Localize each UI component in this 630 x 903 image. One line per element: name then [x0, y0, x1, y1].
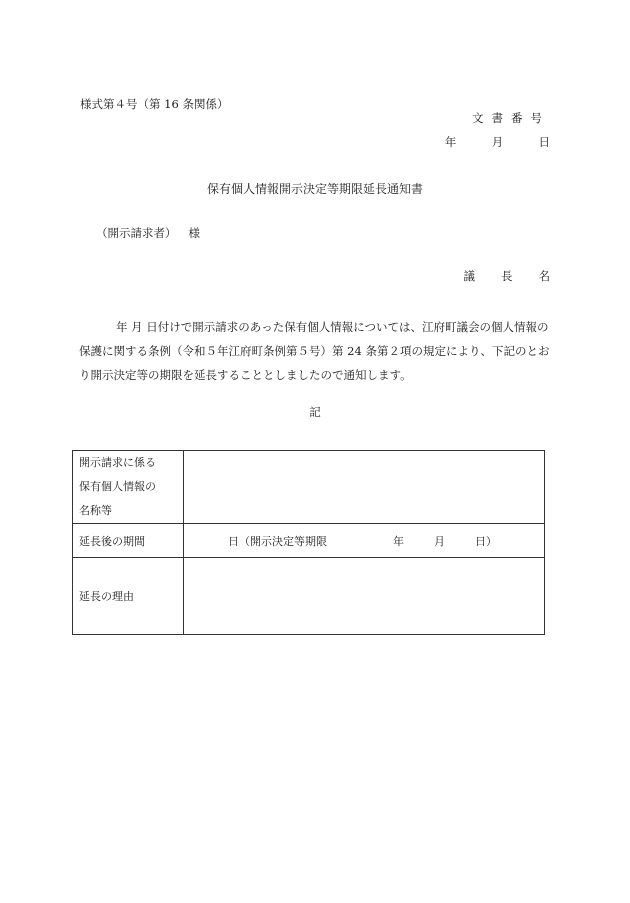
document-title: 保有個人情報開示決定等期限延長通知書 — [206, 182, 423, 196]
requested-info-label — [73, 451, 184, 524]
detail-table — [72, 450, 545, 635]
document-number-label: 文書番号 — [472, 111, 550, 125]
recipient-name: （開示請求者） — [96, 226, 177, 240]
recipient-honorific: 様 — [188, 226, 200, 240]
period-day: 日） — [475, 534, 497, 548]
date-day: 日 — [538, 135, 550, 149]
issuer-label: 議長名 — [463, 269, 576, 283]
period-days: 日（開示決定等期限 — [228, 534, 327, 548]
extension-reason-label: 延長の理由 — [73, 558, 184, 635]
extension-reason-value — [184, 558, 545, 635]
requested-info-label-line1: 開示請求に係る — [79, 456, 156, 469]
requested-info-label-line2: 保有個人情報の — [79, 480, 156, 493]
extended-period-value — [184, 524, 545, 558]
table-row — [73, 451, 545, 524]
date-month: 月 — [491, 135, 504, 149]
requested-info-value — [184, 451, 545, 524]
body-paragraph: 年 月 日付けで開示請求のあった保有個人情報については、江府町議会の個人情報の保護に関する条例（令和５年江府町条例第５号）第 24 条第２項の規定により、下記のとおり開示決定等の期限を延長することとしましたので通知します。 — [79, 320, 550, 382]
extended-period-label: 延長後の期間 — [73, 524, 184, 558]
recipient — [96, 225, 200, 241]
requested-info-label-line3: 名称等 — [79, 504, 112, 517]
period-year: 年 — [393, 534, 404, 548]
table-row — [73, 524, 545, 558]
form-number: 様式第４号（第 16 条関係） — [80, 97, 229, 111]
table-row — [73, 558, 545, 635]
note-heading: 記 — [309, 405, 321, 419]
document-date — [445, 134, 550, 150]
period-month: 月 — [434, 534, 445, 548]
date-year: 年 — [444, 135, 457, 149]
